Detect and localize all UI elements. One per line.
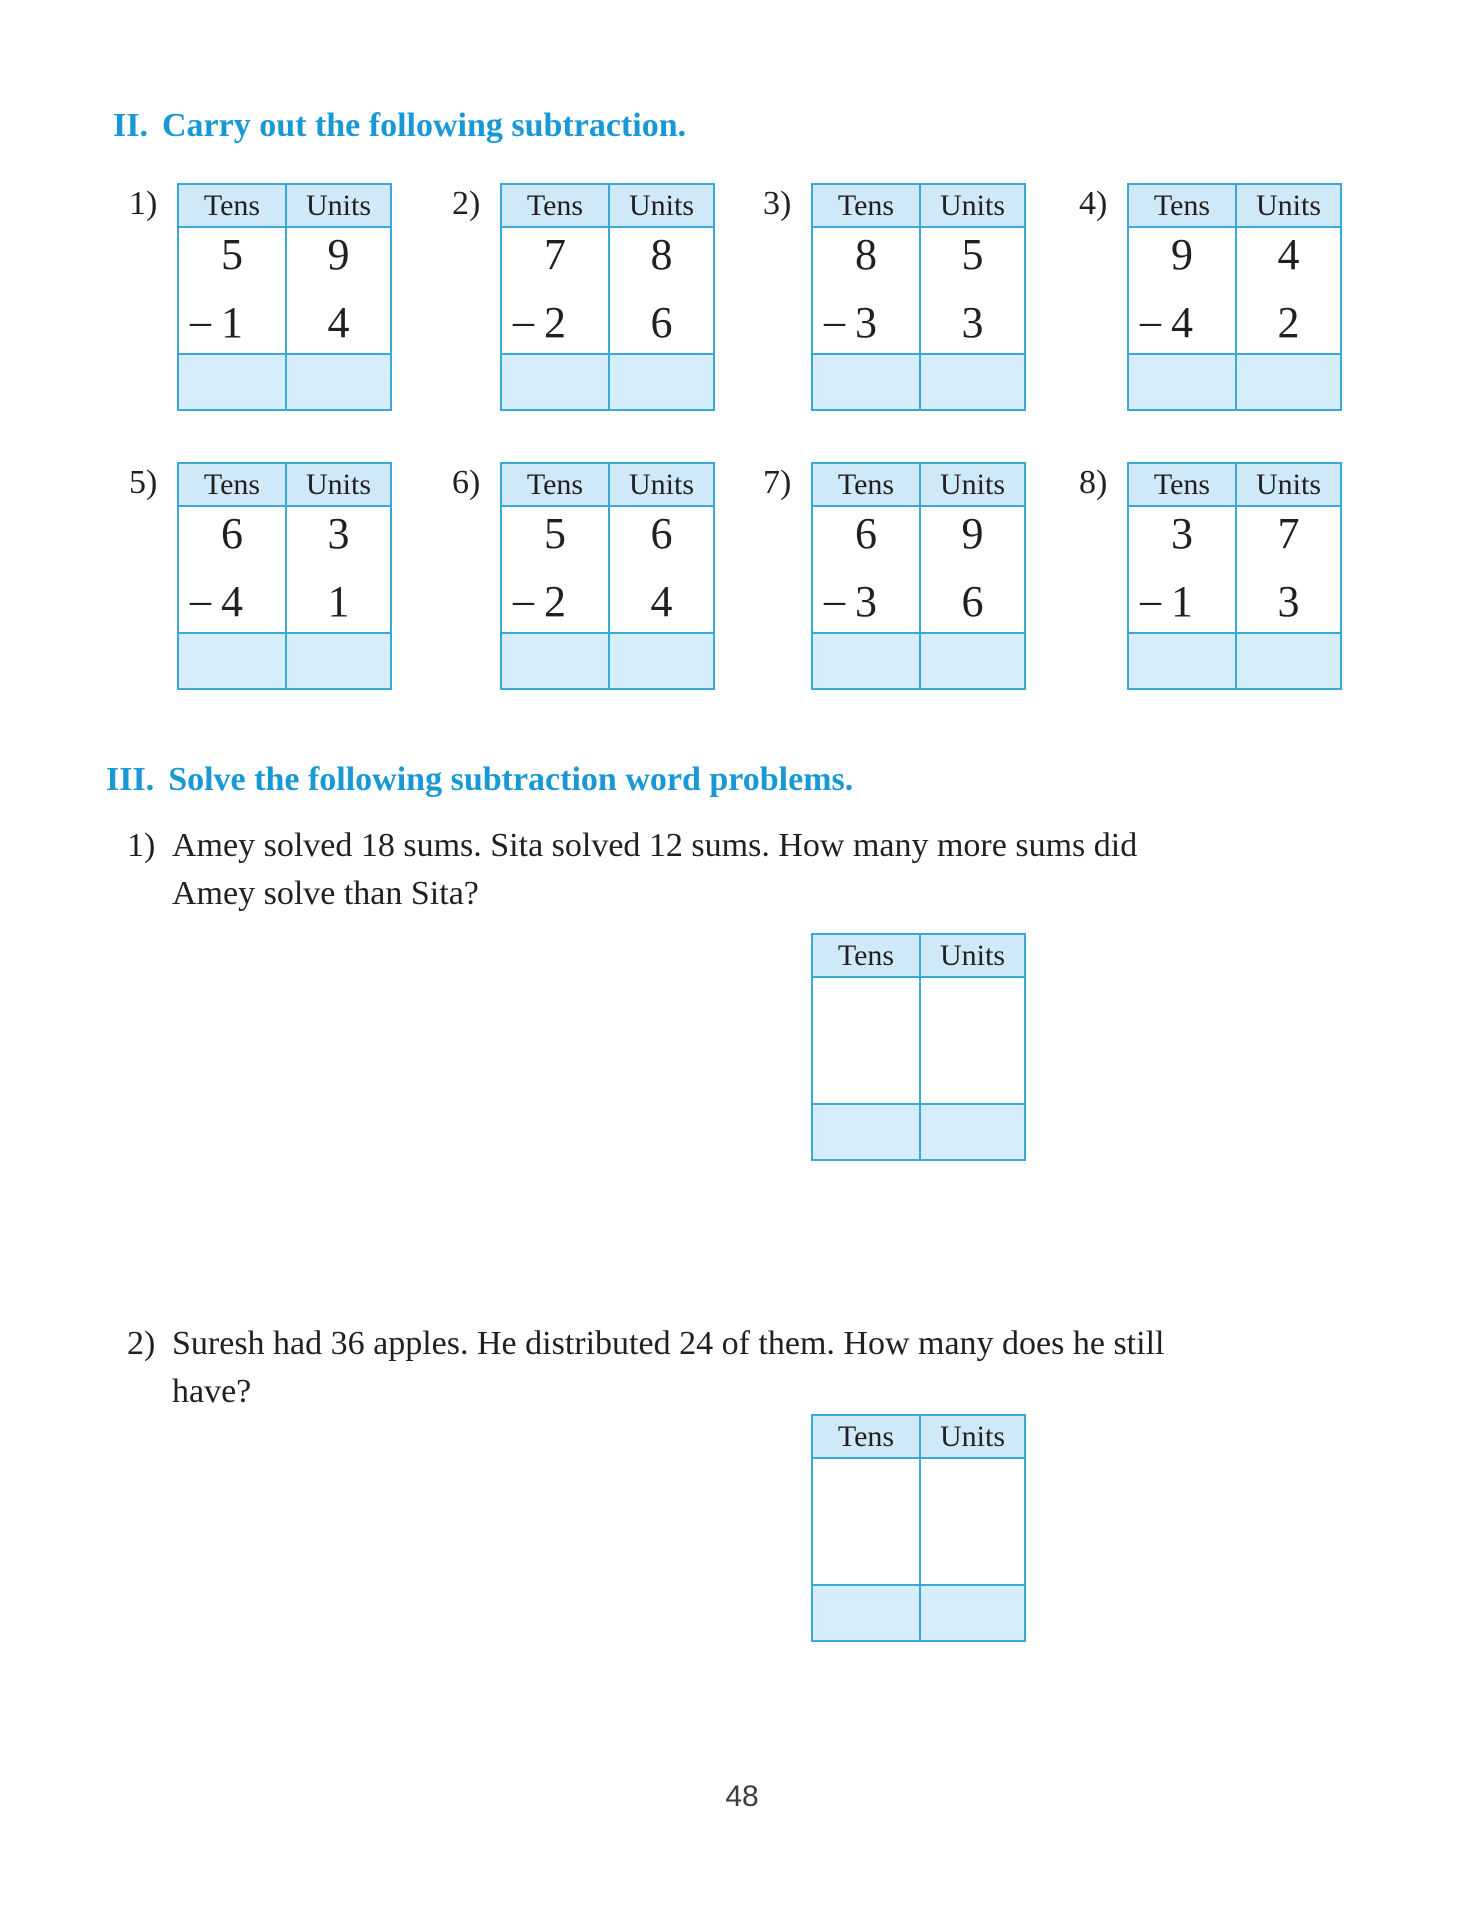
section-ii-numeral: II. <box>113 107 148 144</box>
units-header-cell: Units <box>919 1416 1024 1459</box>
answer-cell-tens <box>813 355 919 409</box>
word-problem-1-line1: Amey solved 18 sums. Sita solved 12 sums. How many more sums did <box>172 827 1138 864</box>
word-problem-2-line2: have? <box>172 1373 252 1410</box>
units-column-cell <box>608 228 713 355</box>
units-header-cell: Units <box>1235 464 1340 507</box>
minus-sign: – <box>190 299 211 345</box>
minus-sign: – <box>824 299 845 345</box>
tens-units-table <box>177 183 392 411</box>
subtraction-problem-3 <box>763 183 1026 411</box>
minus-sign: – <box>513 578 534 624</box>
problem-number: 1) <box>129 185 158 222</box>
tens-units-table <box>1127 462 1342 690</box>
subtrahend-units: 2 <box>1277 298 1300 347</box>
subtraction-problem-6 <box>452 462 715 690</box>
subtrahend-units: 1 <box>327 577 350 626</box>
section-iii-numeral: III. <box>106 761 155 798</box>
answer-cell-tens <box>179 634 285 688</box>
answer-cell-units <box>919 634 1024 688</box>
word-problem-2-answer-table <box>811 1414 1026 1642</box>
subtrahend-tens: 1 <box>221 298 243 347</box>
tens-units-table <box>811 933 1026 1161</box>
word-problem-1-line2: Amey solve than Sita? <box>172 875 479 912</box>
section-ii-title: Carry out the following subtraction. <box>161 107 687 144</box>
minuend-units: 7 <box>1277 509 1300 558</box>
answer-cell-tens <box>1129 634 1235 688</box>
tens-column-cell <box>813 978 919 1105</box>
answer-cell-units <box>608 355 713 409</box>
tens-units-table <box>500 462 715 690</box>
problem-number: 2) <box>127 1325 156 1362</box>
minuend-tens: 5 <box>221 230 243 279</box>
answer-cell-units <box>919 1105 1024 1159</box>
subtraction-problem-8 <box>1079 462 1342 690</box>
units-column-cell <box>919 1459 1024 1586</box>
answer-cell-tens <box>179 355 285 409</box>
tens-column-cell <box>179 228 285 355</box>
units-column-cell <box>285 507 390 634</box>
minuend-units: 6 <box>650 509 673 558</box>
units-header-cell: Units <box>608 185 713 228</box>
page-number: 48 <box>725 1780 759 1813</box>
subtrahend-units: 6 <box>961 577 984 626</box>
minuend-tens: 7 <box>544 230 566 279</box>
units-header-cell: Units <box>919 935 1024 978</box>
answer-cell-tens <box>1129 355 1235 409</box>
minus-sign: – <box>513 299 534 345</box>
tens-units-table <box>500 183 715 411</box>
answer-cell-tens <box>813 634 919 688</box>
subtrahend-tens: 4 <box>221 577 243 626</box>
word-problem-2 <box>127 1320 1164 1416</box>
minuend-tens: 6 <box>221 509 243 558</box>
tens-header-cell: Tens <box>813 935 919 978</box>
subtraction-problem-1 <box>129 183 392 411</box>
units-header-cell: Units <box>608 464 713 507</box>
section-iii-heading <box>106 760 853 800</box>
answer-cell-units <box>608 634 713 688</box>
tens-column-cell <box>1129 228 1235 355</box>
answer-cell-tens <box>813 1586 919 1640</box>
problem-number: 6) <box>452 464 481 501</box>
tens-column-cell <box>502 228 608 355</box>
tens-units-table <box>177 462 392 690</box>
answer-cell-units <box>285 355 390 409</box>
tens-header-cell: Tens <box>813 185 919 228</box>
problem-number: 3) <box>763 185 792 222</box>
subtrahend-units: 6 <box>650 298 673 347</box>
subtrahend-tens: 3 <box>855 298 877 347</box>
subtrahend-tens: 4 <box>1171 298 1193 347</box>
subtrahend-units: 3 <box>961 298 984 347</box>
problem-number: 5) <box>129 464 158 501</box>
tens-units-table <box>811 1414 1026 1642</box>
answer-cell-units <box>285 634 390 688</box>
units-column-cell <box>1235 228 1340 355</box>
tens-header-cell: Tens <box>1129 185 1235 228</box>
minuend-units: 9 <box>961 509 984 558</box>
minus-sign: – <box>1140 299 1161 345</box>
subtrahend-units: 4 <box>650 577 673 626</box>
problem-number: 7) <box>763 464 792 501</box>
tens-units-table <box>811 183 1026 411</box>
minus-sign: – <box>824 578 845 624</box>
subtrahend-tens: 2 <box>544 577 566 626</box>
units-header-cell: Units <box>285 185 390 228</box>
problem-number: 2) <box>452 185 481 222</box>
minus-sign: – <box>190 578 211 624</box>
tens-column-cell <box>813 228 919 355</box>
subtraction-problem-2 <box>452 183 715 411</box>
subtrahend-tens: 3 <box>855 577 877 626</box>
minuend-units: 9 <box>327 230 350 279</box>
tens-units-table <box>811 462 1026 690</box>
problem-number: 1) <box>127 827 156 864</box>
word-problem-1 <box>127 822 1137 918</box>
tens-column-cell <box>502 507 608 634</box>
subtrahend-tens: 1 <box>1171 577 1193 626</box>
units-header-cell: Units <box>919 185 1024 228</box>
subtraction-problem-4 <box>1079 183 1342 411</box>
minuend-tens: 9 <box>1171 230 1193 279</box>
section-ii-heading <box>113 106 686 146</box>
subtrahend-units: 3 <box>1277 577 1300 626</box>
units-column-cell <box>1235 507 1340 634</box>
word-problem-2-line1: Suresh had 36 apples. He distributed 24 of them. How many does he still <box>172 1325 1165 1362</box>
problem-number: 4) <box>1079 185 1108 222</box>
answer-cell-tens <box>813 1105 919 1159</box>
units-column-cell <box>608 507 713 634</box>
word-problem-1-answer-table <box>811 933 1026 1161</box>
units-column-cell <box>919 228 1024 355</box>
minuend-units: 4 <box>1277 230 1300 279</box>
subtraction-problem-7 <box>763 462 1026 690</box>
answer-cell-tens <box>502 355 608 409</box>
units-header-cell: Units <box>285 464 390 507</box>
answer-cell-tens <box>502 634 608 688</box>
units-column-cell <box>285 228 390 355</box>
subtrahend-units: 4 <box>327 298 350 347</box>
minus-sign: – <box>1140 578 1161 624</box>
tens-header-cell: Tens <box>813 464 919 507</box>
minuend-tens: 8 <box>855 230 877 279</box>
minuend-tens: 5 <box>544 509 566 558</box>
units-column-cell <box>919 978 1024 1105</box>
problem-number: 8) <box>1079 464 1108 501</box>
minuend-tens: 6 <box>855 509 877 558</box>
answer-cell-units <box>919 1586 1024 1640</box>
subtrahend-tens: 2 <box>544 298 566 347</box>
tens-column-cell <box>813 507 919 634</box>
units-header-cell: Units <box>919 464 1024 507</box>
tens-header-cell: Tens <box>179 464 285 507</box>
answer-cell-units <box>919 355 1024 409</box>
answer-cell-units <box>1235 355 1340 409</box>
section-iii-title: Solve the following subtraction word problems. <box>168 761 854 798</box>
minuend-units: 8 <box>650 230 673 279</box>
tens-header-cell: Tens <box>813 1416 919 1459</box>
tens-header-cell: Tens <box>502 185 608 228</box>
tens-header-cell: Tens <box>502 464 608 507</box>
tens-header-cell: Tens <box>1129 464 1235 507</box>
subtraction-problem-5 <box>129 462 392 690</box>
answer-cell-units <box>1235 634 1340 688</box>
units-column-cell <box>919 507 1024 634</box>
tens-column-cell <box>1129 507 1235 634</box>
tens-column-cell <box>179 507 285 634</box>
tens-header-cell: Tens <box>179 185 285 228</box>
minuend-tens: 3 <box>1171 509 1193 558</box>
tens-units-table <box>1127 183 1342 411</box>
tens-column-cell <box>813 1459 919 1586</box>
minuend-units: 5 <box>961 230 984 279</box>
units-header-cell: Units <box>1235 185 1340 228</box>
minuend-units: 3 <box>327 509 350 558</box>
